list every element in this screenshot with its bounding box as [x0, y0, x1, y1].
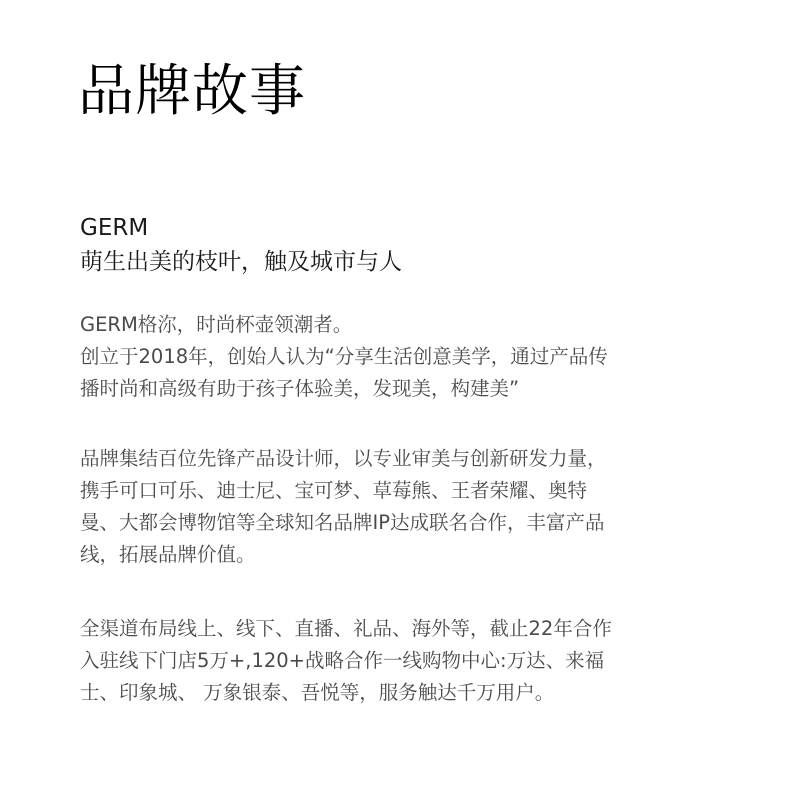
paragraph-line: 曼、大都会博物馆等全球知名品牌IP达成联名合作，丰富产品: [80, 511, 605, 534]
page-title: 品牌故事: [78, 59, 306, 124]
paragraph-line: 线，拓展品牌价值。: [80, 543, 256, 566]
intro-paragraph: [80, 309, 720, 405]
paragraph-line: 全渠道布局线上、线下、直播、礼品、海外等，截止22年合作: [80, 617, 612, 640]
channels-paragraph: [80, 613, 720, 709]
paragraph-line: 士、印象城、 万象银泰、吾悦等，服务触达千万用户。: [80, 681, 555, 704]
paragraph-line: 入驻线下门店5万+,120+战略合作一线购物中心:万达、来福: [80, 649, 605, 672]
brand-name: GERM: [80, 215, 149, 241]
design-collab-paragraph: [80, 443, 720, 571]
paragraph-line: 品牌集结百位先锋产品设计师，以专业审美与创新研发力量，: [80, 447, 607, 470]
paragraph-line: 播时尚和高级有助于孩子体验美，发现美，构建美”: [80, 377, 520, 400]
paragraph-line: GERM格沵，时尚杯壶领潮者。: [80, 313, 353, 336]
paragraph-line: 创立于2018年，创始人认为“分享生活创意美学，通过产品传: [80, 345, 608, 368]
brand-tagline: 萌生出美的枝叶，触及城市与人: [80, 249, 402, 275]
paragraph-line: 携手可口可乐、迪士尼、宝可梦、草莓熊、王者荣耀、奥特: [80, 479, 588, 502]
